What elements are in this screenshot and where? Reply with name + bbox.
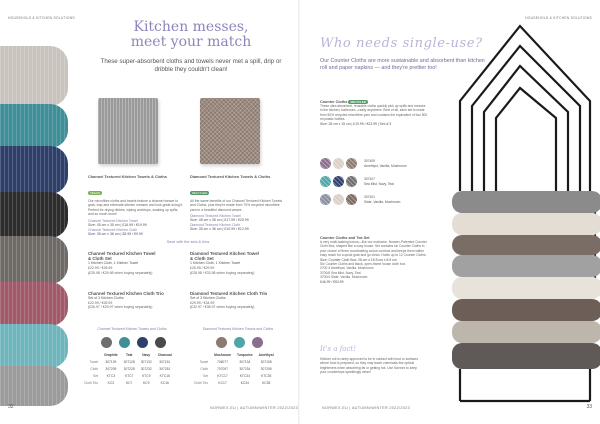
swatch-row-1: 307409 Amethyst, Vanilla, Mushroom [320, 158, 407, 169]
product-description: Our microfibre cloths and towels feature a channel weave to grab, trap and eliminate kitchen messes and look great doing it. Perfect for drying dishes, wiping worktops, soaking up spills, and so much more! [88, 199, 184, 217]
channel-product-info: Channel Textured Kitchen Towels & Cloths VEGAN Our microfibre cloths and towels feature a channel weave to grab, trap and eliminate kitchen messes and look great doing it. Perfect for drying dishes, wiping worktops, soaking up spills, and so much more! Channel Textured Kitchen Towel Size: 45 cm x 35 cm | £16.99 / €19.99 Channel Textured Kitchen Cloth Size: 35 cm x 36 cm | £8.99 / €9.99 [88, 174, 184, 236]
right-page [300, 0, 600, 424]
fact-body: Kitchen roll is rarely approved to be in contact with food or surfaces where food is prepared, so they may leach chemicals like optical brighteners when absorbing fat or getting hot. Use Norwex to keep your countertops sparklingly clean! [320, 357, 419, 374]
channel-color-swatches [101, 337, 166, 348]
swatch-graphite [101, 337, 112, 348]
product-price: £46.99 / €53.99 [320, 280, 344, 285]
diamond-product-info: Diamond Textured Kitchen Towels & Cloths RECYCLED All the same benefits of our Channel Textured Kitchen Towels and Cloths, plus they're made from 70% recycled microfibre yarn in a beautiful diamond weave. Diamond Textured Kitchen Towel Size: 45 cm x 35 cm | £17.99 / €20.99 Diamond Textured Kitchen Cloth Size: 35 cm x 36 cm | £10.99 / €12.99 [190, 174, 286, 231]
diamond-table-title: Diamond Textured Kitchen Towels and Cloths [202, 327, 274, 331]
diamond-towel-photo [190, 92, 270, 170]
channel-table-title: Channel Textured Kitchen Towels and Cloths [97, 327, 167, 331]
page-subheading: Our Counter Cloths are more sustainable and absorbent than kitchen roll and paper napkins — and they're prettier too! [320, 58, 485, 71]
product-title: Counter Cloths and Tea Set [320, 236, 370, 240]
diamond-color-swatches [216, 337, 263, 348]
product-size: Size: 28 cm x 15 cm | £19.99 / €23.99 | Set of 3 [320, 122, 392, 127]
swatch-row-3: 307401 Slate, Vanilla, Mushroom [320, 194, 400, 205]
page-subheading: These super-absorbent cloths and towels never met a spill, drip or dribble they couldn't clean! [100, 58, 282, 73]
page-number: 32 [8, 404, 14, 410]
swatch-row-2: 307407 Sea Mist, Navy, Teal [320, 176, 394, 187]
recycled-badge: RECYCLED [192, 191, 208, 195]
product-title: Channel Textured Kitchen Towels & Cloths [88, 174, 167, 179]
page-heading: Who needs single-use? [320, 36, 483, 51]
swatch-teal [119, 337, 130, 348]
section-label: HOUSEHOLD & KITCHEN SOLUTIONS [8, 16, 75, 20]
set-diamond-trio: Diamond Textured Kitchen Cloth Trio Set of 3 Kitchen Cloths £29.99 / €34.99 (£32.97 / €38.97 when buying separately) [190, 291, 268, 310]
channel-towel-photo [88, 92, 168, 170]
swatch-navy [137, 337, 148, 348]
product-description: These ultra absorbent, reusable cloths quickly pick up spills and messes in the kitchen, bathroom—really anywhere. Best of all, each set is made from 50% recycled microfibre yarn and contains the equivalent of two 500 ml plastic bottles. [320, 104, 428, 121]
swatch-mushroom [216, 337, 227, 348]
counter-cloths-info [320, 100, 428, 126]
swatch-charcoal [155, 337, 166, 348]
channel-code-table: Graphite Teal Navy Charcoal Towel 307109 307128 307132 307151 Cloth 307209 307228 307232 307251 Set KTC3 KTC7 KTC9 KTC16 Cloth Trio KC3 KC7 KC9 KC16 [84, 353, 172, 385]
stacked-cloths-image [0, 46, 70, 406]
recycled-badge: RECYCLED [350, 100, 366, 104]
product-title: Diamond Textured Kitchen Towels & Cloths [190, 174, 271, 179]
product-title: Counter Cloths [320, 100, 348, 104]
set-channel-towel-cloth: Channel Textured Kitchen Towel & Cloth Set 1 Kitchen Cloth, 1 Kitchen Towel £22.99 / €25.99 (£25.98 / €29.98 when buying separately) [88, 251, 156, 275]
vegan-badge: VEGAN [90, 191, 100, 195]
counter-tea-set-info: Counter Cloths and Tea Set A very multi-tasking bonus—like our exclusive, Norwex-Patented Counter Cloth Box, shaped like a cosy house. Set contains six Counter Cloths in your choice of three coordinating colour combos and keeps them within easy reach for a quick grab and go clean. Holds up to 12 Counter Cloths. Size: Counter Cloth Box: 26 cm x 15.5 cm x 8.5 cm Six Counter Cloths and black, open-frame house cloth box. 2700 4 Amethyst, Vanilla, Mushroom 3700/6 Sea Mist, Navy, Teal 3700/4 Slate, Vanilla, Mushroom £46.99 / €53.99 [320, 236, 427, 285]
sets-heading: Save with the sets & trios [166, 240, 210, 244]
page-number: 33 [586, 404, 592, 410]
section-label: HOUSEHOLD & KITCHEN SOLUTIONS [525, 16, 592, 20]
set-channel-trio: Channel Textured Kitchen Cloth Trio Set of 3 Kitchen Cloths £22.99 / €26.99 (£26.97 / €29.97 when buying separately) [88, 291, 164, 310]
product-description: All the same benefits of our Channel Textured Kitchen Towels and Cloths, plus they're made from 70% recycled microfibre yarn in a beautiful diamond weave. [190, 199, 283, 212]
page-heading: Kitchen messes, meet your match [130, 19, 252, 50]
set-diamond-towel-cloth: Diamond Textured Kitchen Towel & Cloth Set 1 Kitchen Cloth, 1 Kitchen Towel £25.99 / €29.99 (£28.98 / €33.98 when buying separately) [190, 251, 259, 275]
cloth-house-image [440, 6, 600, 406]
footer-text: NORWEX.EU | AUTUMN/WINTER 2022/2023 [322, 406, 411, 410]
swatch-amethyst [252, 337, 263, 348]
fact-heading: It's a fact! [320, 345, 357, 353]
swatch-turquoise [234, 337, 245, 348]
footer-text: NORWEX.EU | AUTUMN/WINTER 2022/2023 [210, 406, 299, 410]
diamond-code-table: Mushroom Turquoise Amethyst Towel 706077 307134 307155 Cloth 707097 307234 307255 Set KTC17 KTC34 KTC35 Cloth Trio KC17 KC34 KC35 [194, 353, 274, 385]
product-description: A very multi-tasking bonus—like our exclusive, Norwex-Patented Counter Cloth Box, shaped like a cosy house. Set contains six Counter Cloths in your choice of three coordinating colour combos and keeps them within easy reach for a quick grab and go clean. Holds up to 12 Counter Cloths. [320, 240, 427, 257]
